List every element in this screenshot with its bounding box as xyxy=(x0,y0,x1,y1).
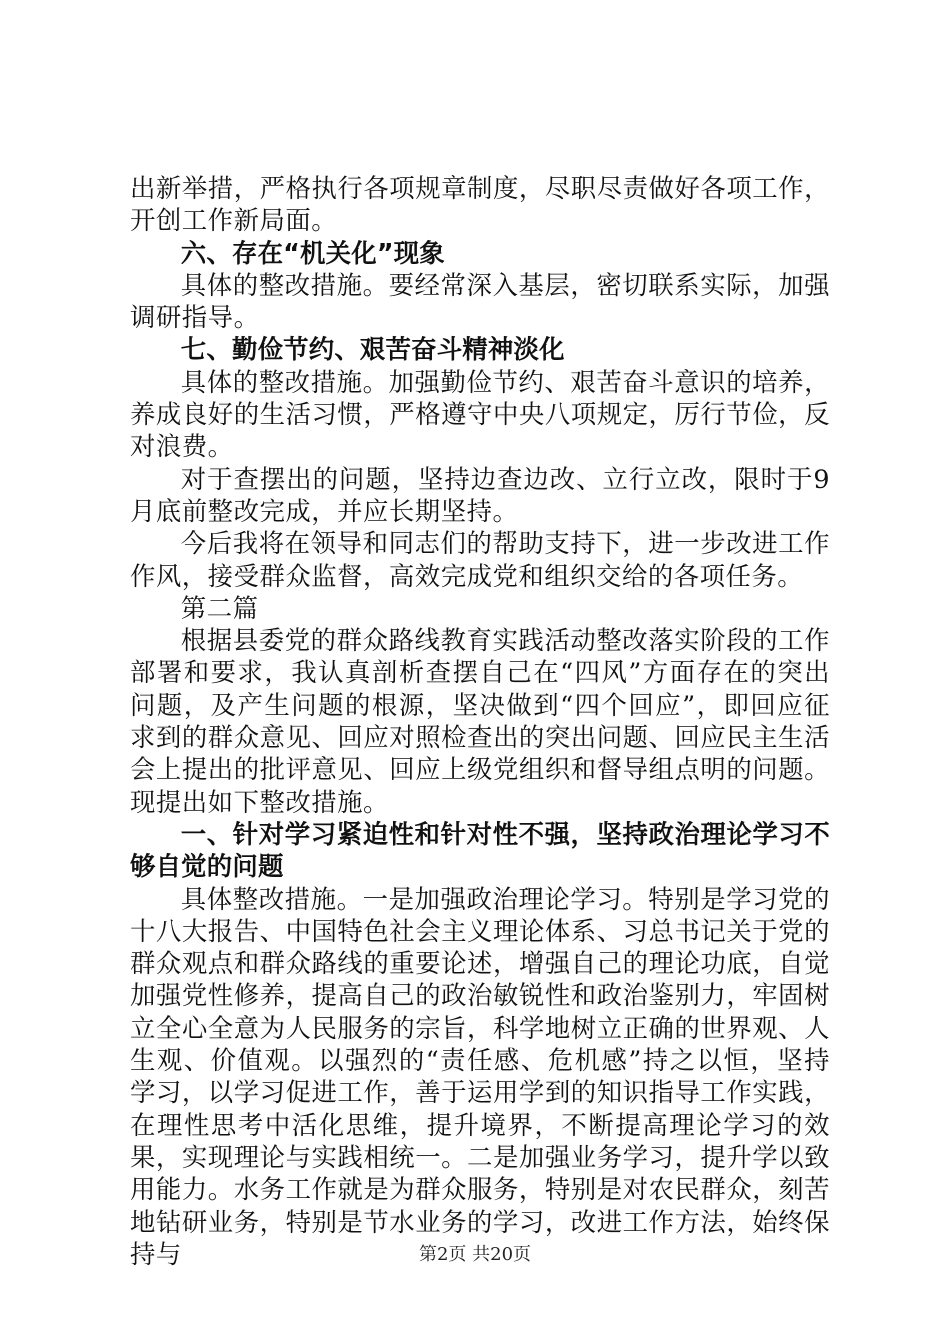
section-heading: 七、勤俭节约、艰苦奋斗精神淡化 xyxy=(180,334,565,365)
section-heading: 一、针对学习紧迫性和针对性不强，坚持政治理论学习不够自觉的问题 xyxy=(130,818,830,882)
paragraph: 根据县委党的群众路线教育实践活动整改落实阶段的工作部署和要求，我认真剖析查摆自己在“四风”方面存在的突出问题，及产生问题的根源，坚决做到“四个回应”，即回应征求到的群众意见、回应对照检查出的突出问题、回应民主生活会上提出的批评意见、回应上级党组织和督导组点明的问题。现提出如下整改措施。 xyxy=(130,625,830,817)
document-body xyxy=(130,172,830,1270)
paragraph: 出新举措，严格执行各项规章制度，尽职尽责做好各项工作，开创工作新局面。 xyxy=(130,173,830,236)
page-footer: 第2页 共20页 xyxy=(418,1244,532,1265)
paragraph: 对于查摆出的问题，坚持边查边改、立行立改，限时于9月底前整改完成，并应长期坚持。 xyxy=(130,463,830,526)
paragraph: 具体的整改措施。要经常深入基层，密切联系实际，加强调研指导。 xyxy=(130,269,830,333)
section-heading: 六、存在“机关化”现象 xyxy=(180,237,445,268)
part-title: 第二篇 xyxy=(180,592,259,623)
paragraph: 具体的整改措施。加强勤俭节约、艰苦奋斗意识的培养，养成良好的生活习惯，严格遵守中央八项规定，厉行节俭，反对浪费。 xyxy=(130,366,830,462)
paragraph: 具体整改措施。一是加强政治理论学习。特别是学习党的十八大报告、中国特色社会主义理论体系、习总书记关于党的群众观点和群众路线的重要论述，增强自己的理论功底，自觉加强党性修养，提高自己的政治敏锐性和政治鉴别力，牢固树立全心全意为人民服务的宗旨，科学地树立正确的世界观、人生观、价值观。以强烈的“责任感、危机感”持之以恒，坚持学习，以学习促进工作，善于运用学到的知识指导工作实践，在理性思考中活化思维，提升境界，不断提高理论学习的效果，实现理论与实践相统一。二是加强业务学习，提升学以致用能力。水务工作就是为群众服务，特别是对农民群众，刻苦地钻研业务，特别是节水业务的学习，改进工作方法，始终保持与 xyxy=(130,883,830,1269)
paragraph: 今后我将在领导和同志们的帮助支持下，进一步改进工作作风，接受群众监督，高效完成党和组织交给的各项任务。 xyxy=(130,528,830,591)
